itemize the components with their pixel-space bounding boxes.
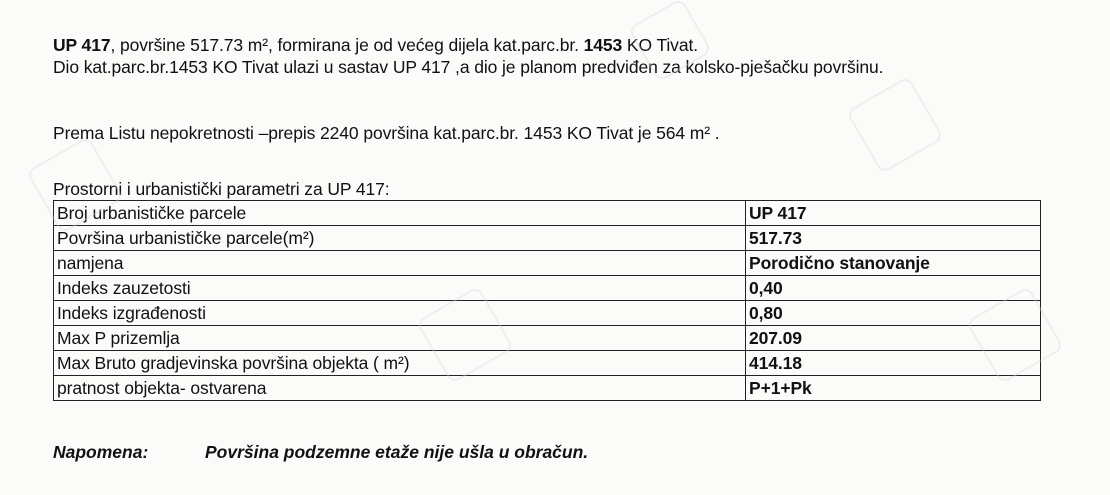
row-label: Indeks zauzetosti [54, 276, 746, 301]
row-value: P+1+Pk [746, 376, 1041, 401]
paragraph-property-list: Prema Listu nepokretnosti –prepis 2240 površina kat.parc.br. 1453 KO Tivat je 564 m² . [53, 123, 720, 143]
row-label: Max Bruto gradjevinska površina objekta ( m²) [54, 351, 746, 376]
row-value: UP 417 [746, 201, 1041, 226]
row-label: Površina urbanističke parcele(m²) [54, 226, 746, 251]
note-text: Površina podzemne etaže nije ušla u obračun. [205, 442, 589, 462]
table-row [54, 351, 1041, 376]
parcel-intro-text-b: KO Tivat. [622, 35, 698, 55]
row-label: namjena [54, 251, 746, 276]
row-label: Broj urbanističke parcele [54, 201, 746, 226]
row-label: pratnost objekta- ostvarena [54, 376, 746, 401]
note-label: Napomena: [53, 442, 149, 462]
row-value: 0,40 [746, 276, 1041, 301]
parcel-intro-text-a: , površine 517.73 m², formirana je od većeg dijela kat.parc.br. [110, 35, 584, 55]
table-row [54, 251, 1041, 276]
parameters-table [53, 200, 1041, 401]
row-value: 517.73 [746, 226, 1041, 251]
table-row [54, 326, 1041, 351]
table-row [54, 226, 1041, 251]
row-label: Indeks izgrađenosti [54, 301, 746, 326]
row-label: Max P prizemlja [54, 326, 746, 351]
table-caption: Prostorni i urbanistički parametri za UP 417: [53, 179, 390, 199]
row-value: Porodično stanovanje [746, 251, 1041, 276]
parcel-id: UP 417 [53, 35, 111, 55]
table-row [54, 376, 1041, 401]
row-value: 0,80 [746, 301, 1041, 326]
cadastral-number: 1453 [583, 35, 623, 55]
table-row [54, 301, 1041, 326]
table-row [54, 276, 1041, 301]
row-value: 414.18 [746, 351, 1041, 376]
table-row [54, 201, 1041, 226]
row-value: 207.09 [746, 326, 1041, 351]
note [53, 441, 588, 463]
paragraph-parcel-composition: Dio kat.parc.br.1453 KO Tivat ulazi u sastav UP 417 ,a dio je planom predviđen za kolsko-pješačku površinu. [53, 57, 884, 77]
paragraph-parcel-intro [53, 34, 698, 56]
